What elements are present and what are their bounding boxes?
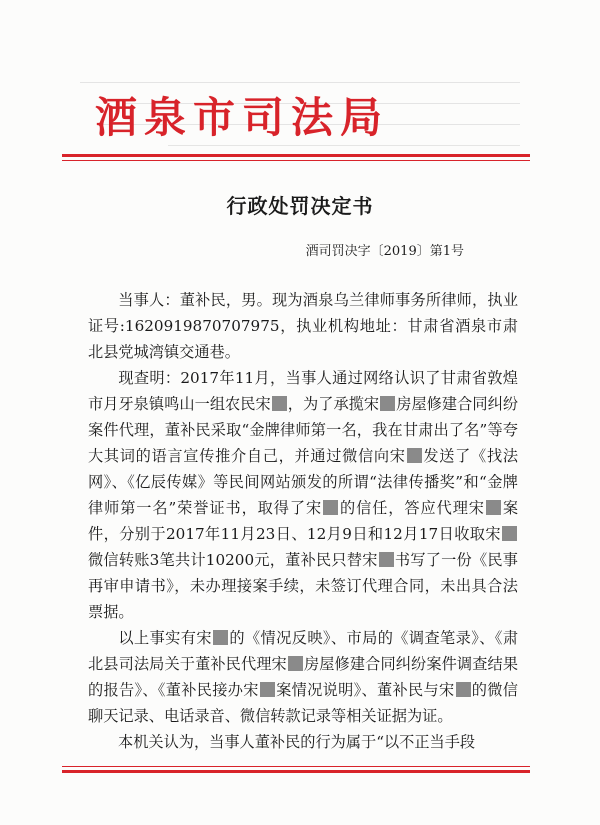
redaction-block [272,396,287,411]
evidence-segment: 房屋修建合同纠纷案件调查结果的报告》、《董补民接办宋 [88,655,519,699]
facts-paragraph [88,365,518,625]
document-body [88,287,518,755]
facts-segment: 发送了《找法网》、《亿辰传媒》等民间网站颁发的所谓“法律传播奖”和“金牌律师第一名”荣誉证书，取得了宋 [88,447,519,517]
facts-segment: 书写了一份《民事再审申请书》，未办理接案手续，未签订代理合同，未出具合法票据。 [88,551,518,621]
facts-segment: 微信转账3笔共计10200元，董补民只替宋 [88,551,378,569]
evidence-segment: 案情况说明》、董补民与宋 [275,681,455,699]
redaction-block [379,552,394,567]
header-red-rule-thin [62,160,530,161]
party-paragraph [88,287,518,365]
redaction-block [260,682,275,697]
facts-segment: 案件，分别于2017年11月23日、12月9日和12月17日收取宋 [88,499,519,543]
redaction-block [502,526,517,541]
evidence-segment: 的微信聊天记录、电话录音、微信转款记录等相关证据为证。 [88,681,518,725]
redaction-block [380,396,395,411]
facts-segment: ，为了承揽宋 [287,395,380,413]
agency-header-title: 酒泉市司法局 [95,93,390,142]
redaction-block [288,656,303,671]
party-text: 当事人：董补民，男。现为酒泉乌兰律师事务所律师，执业证号:1620919870707975，执业机构地址：甘肃省酒泉市肃北县党城湾镇交通巷。 [88,291,518,361]
document-number: 酒司罚决字〔2019〕第1号 [305,244,464,259]
document-title: 行政处罚决定书 [226,194,374,218]
redaction-block [323,500,338,515]
redaction-block [407,448,422,463]
redaction-block [213,630,228,645]
footer-red-rule-thick [62,770,530,773]
redaction-block [456,682,471,697]
facts-segment: 现查明：2017年11月，当事人通过网络认识了甘肃省敦煌市月牙泉镇鸣山一组农民宋 [88,369,518,413]
footer-red-rule-thin [62,766,530,767]
conclusion-paragraph [88,729,518,755]
conclusion-text: 本机关认为，当事人董补民的行为属于“以不正当手段 [118,733,476,751]
header-red-rule-thick [62,154,530,157]
evidence-segment: 的《情况反映》、市局的《调查笔录》、《肃北县司法局关于董补民代理宋 [88,629,519,673]
redaction-block [486,500,501,515]
facts-segment: 房屋修建合同纠纷案件代理，董补民采取“金牌律师第一名，我在甘肃出了名”等夸大其词的语言宣传推介自己，并通过微信向宋 [88,395,519,465]
evidence-paragraph [88,625,518,729]
facts-segment: 的信任，答应代理宋 [339,499,485,517]
evidence-segment: 以上事实有宋 [118,629,212,647]
